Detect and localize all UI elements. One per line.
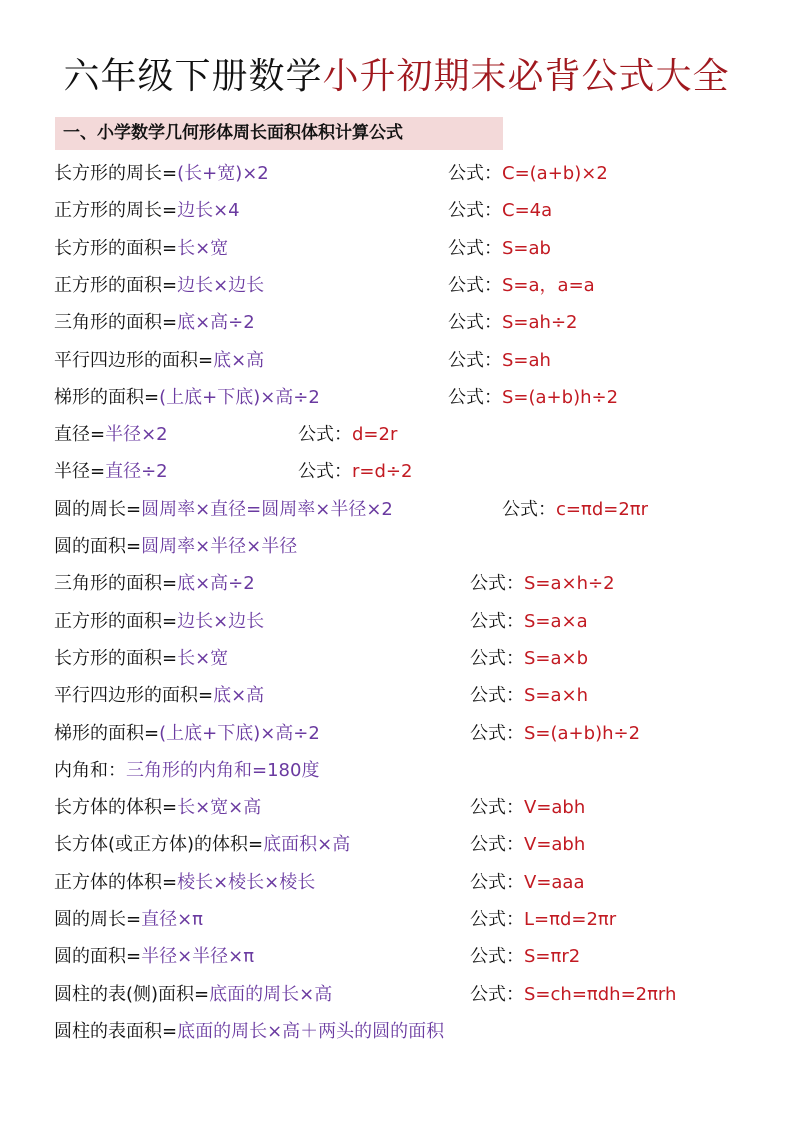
formula-value: 直径×π (141, 909, 204, 930)
formula-row (0, 1013, 793, 1050)
formula-label: 圆的面积= (54, 946, 142, 968)
formula-description (54, 528, 297, 565)
formula-prefix: 公式： (470, 573, 524, 595)
formula-description (54, 453, 168, 490)
formula-symbolic: S=ah÷2 (502, 312, 578, 334)
formula-value: 半径×2 (105, 424, 168, 446)
formula-prefix: 公式： (470, 797, 524, 819)
formula-prefix: 公式： (298, 424, 352, 446)
section-heading-bar (55, 117, 503, 150)
formula-prefix: 公式： (448, 237, 502, 259)
formula-symbolic: S=(a+b)h÷2 (524, 722, 641, 744)
formula-label: 长方形的面积= (54, 237, 178, 259)
formula-row (0, 192, 793, 229)
formula-row (0, 901, 793, 938)
formula-symbolic: S=a×h (524, 685, 589, 707)
formula-prefix: 公式： (470, 871, 524, 893)
formula-expression (502, 491, 648, 528)
formula-label: 圆柱的表(侧)面积= (54, 983, 210, 1005)
page-title (0, 52, 793, 102)
formula-expression (470, 976, 676, 1013)
formula-symbolic: S=ch=πdh=2πrh (524, 983, 677, 1005)
formula-label: 圆柱的表面积= (54, 1020, 178, 1042)
formula-value: 底×高 (213, 349, 265, 371)
formula-row (0, 453, 793, 490)
formula-row (0, 603, 793, 640)
formula-value: 底×高 (213, 685, 265, 707)
formula-description (54, 789, 261, 826)
formula-expression (470, 677, 588, 714)
formula-row (0, 379, 793, 416)
formula-label: 平行四边形的面积= (54, 349, 214, 371)
formula-description (54, 267, 264, 304)
formula-description (54, 491, 393, 528)
formula-label: 正方体的体积= (54, 871, 178, 893)
formula-expression (470, 603, 588, 640)
formula-label: 内角和： (54, 759, 126, 781)
formula-value: 半径×半径×π (141, 946, 255, 968)
formula-expression (448, 230, 551, 267)
formula-symbolic: S=a×b (524, 647, 589, 669)
formula-label: 正方形的面积= (54, 610, 178, 632)
formula-value: 底面的周长×高 (209, 983, 333, 1005)
formula-symbolic: V=abh (524, 834, 586, 856)
formula-description (54, 603, 264, 640)
formula-row (0, 304, 793, 341)
formula-description (54, 752, 319, 789)
formula-symbolic: S=ab (502, 237, 551, 259)
formula-description (54, 826, 350, 863)
formula-expression (470, 789, 585, 826)
formula-row (0, 528, 793, 565)
formula-value: 底×高÷2 (177, 573, 255, 595)
formula-description (54, 379, 320, 416)
formula-value: (上底+下底)×高÷2 (159, 386, 320, 408)
title-black-part: 六年级下册数学 (63, 56, 323, 97)
formula-expression (298, 453, 412, 490)
formula-row (0, 267, 793, 304)
formula-row (0, 565, 793, 602)
formula-expression (470, 565, 615, 602)
formula-expression (470, 938, 580, 975)
formula-row (0, 752, 793, 789)
formula-row (0, 416, 793, 453)
formula-symbolic: V=aaa (524, 871, 585, 893)
formula-description (54, 155, 269, 192)
formula-expression (448, 342, 551, 379)
formula-description (54, 864, 315, 901)
formula-value: 圆周率×直径=圆周率×半径×2 (141, 498, 393, 520)
formula-value: 长×宽 (177, 237, 229, 259)
formula-expression (448, 155, 608, 192)
formula-symbolic: C=(a+b)×2 (502, 163, 608, 184)
formula-label: 梯形的面积= (54, 722, 160, 744)
formula-value: (上底+下底)×高÷2 (159, 722, 320, 744)
formula-description (54, 416, 168, 453)
formula-row (0, 864, 793, 901)
formula-prefix: 公式： (448, 274, 502, 296)
formula-value: 长×宽 (177, 647, 229, 669)
formula-value: 三角形的内角和=180度 (126, 759, 320, 781)
formula-value: 直径÷2 (105, 461, 168, 483)
formula-symbolic: S=(a+b)h÷2 (502, 386, 619, 408)
formula-expression (470, 826, 585, 863)
formula-label: 半径= (54, 461, 106, 483)
formula-prefix: 公式： (448, 312, 502, 334)
formula-description (54, 565, 255, 602)
formula-symbolic: c=πd=2πr (556, 498, 649, 520)
formula-row (0, 976, 793, 1013)
formula-label: 正方形的周长= (54, 200, 178, 222)
formula-label: 长方形的周长= (54, 163, 178, 184)
formula-description (54, 230, 228, 267)
formula-description (54, 715, 320, 752)
formula-prefix: 公式： (448, 200, 502, 222)
formula-symbolic: V=abh (524, 797, 586, 819)
formula-row (0, 155, 793, 192)
formula-row (0, 491, 793, 528)
formula-prefix: 公式： (298, 461, 352, 483)
formula-expression (470, 715, 640, 752)
formula-symbolic: d=2r (352, 424, 398, 446)
formula-expression (470, 640, 588, 677)
formula-label: 圆的周长= (54, 909, 142, 930)
formula-row (0, 342, 793, 379)
formula-label: 三角形的面积= (54, 573, 178, 595)
formula-value: 底×高÷2 (177, 312, 255, 334)
formula-label: 圆的面积= (54, 536, 142, 557)
formula-row (0, 826, 793, 863)
formula-prefix: 公式： (470, 946, 524, 968)
formula-label: 直径= (54, 424, 106, 446)
formula-value: 边长×4 (177, 200, 240, 222)
formula-symbolic: S=ah (502, 349, 551, 371)
formula-row (0, 230, 793, 267)
formula-symbolic: L=πd=2πr (524, 909, 617, 930)
formula-row (0, 789, 793, 826)
section-heading: 一、小学数学几何形体周长面积体积计算公式 (63, 123, 403, 143)
formula-label: 梯形的面积= (54, 386, 160, 408)
formula-row (0, 938, 793, 975)
formula-value: 底面积×高 (263, 834, 351, 856)
formula-row (0, 715, 793, 752)
formula-row (0, 640, 793, 677)
formula-description (54, 304, 255, 341)
formula-prefix: 公式： (448, 163, 502, 184)
formula-value: (长+宽)×2 (177, 163, 269, 184)
formula-prefix: 公式： (470, 983, 524, 1005)
formula-description (54, 342, 264, 379)
title-red-part: 小升初期末必背公式大全 (322, 56, 730, 97)
formula-symbolic: r=d÷2 (352, 461, 413, 483)
formula-expression (448, 304, 577, 341)
formula-description (54, 640, 228, 677)
formula-label: 平行四边形的面积= (54, 685, 214, 707)
formula-expression (448, 379, 618, 416)
formula-prefix: 公式： (470, 610, 524, 632)
formula-prefix: 公式： (470, 722, 524, 744)
formula-prefix: 公式： (502, 498, 556, 520)
formula-description (54, 677, 264, 714)
formula-value: 边长×边长 (177, 274, 265, 296)
formula-prefix: 公式： (470, 909, 524, 930)
formula-value: 边长×边长 (177, 610, 265, 632)
formula-description (54, 901, 203, 938)
formula-prefix: 公式： (448, 349, 502, 371)
formula-expression (470, 901, 616, 938)
formula-description (54, 1013, 444, 1050)
formula-symbolic: S=a，a=a (502, 274, 595, 296)
formula-expression (448, 192, 552, 229)
formula-prefix: 公式： (470, 834, 524, 856)
formula-symbolic: S=a×a (524, 610, 588, 632)
formula-symbolic: S=a×h÷2 (524, 573, 615, 595)
formula-description (54, 976, 332, 1013)
formula-prefix: 公式： (448, 386, 502, 408)
formula-label: 长方体(或正方体)的体积= (54, 834, 264, 856)
formula-symbolic: C=4a (502, 200, 553, 222)
formula-value: 棱长×棱长×棱长 (177, 871, 316, 893)
formula-value: 长×宽×高 (177, 797, 262, 819)
formula-symbolic: S=πr2 (524, 946, 581, 968)
formula-expression (298, 416, 397, 453)
formula-label: 三角形的面积= (54, 312, 178, 334)
formula-prefix: 公式： (470, 685, 524, 707)
formula-label: 长方体的体积= (54, 797, 178, 819)
formula-value: 圆周率×半径×半径 (141, 536, 298, 557)
formula-label: 正方形的面积= (54, 274, 178, 296)
formula-prefix: 公式： (470, 647, 524, 669)
formula-description (54, 938, 254, 975)
formula-label: 长方形的面积= (54, 647, 178, 669)
formula-label: 圆的周长= (54, 498, 142, 520)
formula-row (0, 677, 793, 714)
formula-value: 底面的周长×高＋两头的圆的面积 (177, 1020, 445, 1042)
formula-expression (448, 267, 595, 304)
formula-expression (470, 864, 585, 901)
formula-description (54, 192, 240, 229)
